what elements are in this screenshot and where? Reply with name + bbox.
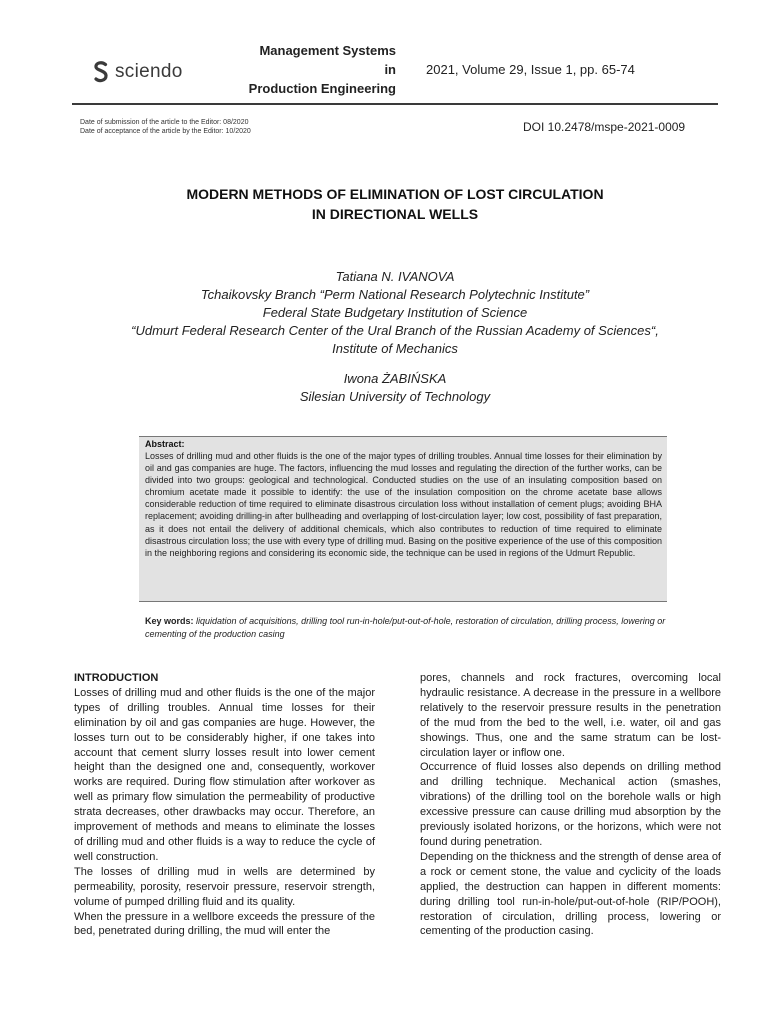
paragraph: pores, channels and rock fractures, overcoming local hydraulic resistance. A decrease in the pressure in a wellbore relatively to the reservoir pressure results in the penetration of the mud from the bed to the well, i.e. water, oil and gas showings. Thus, one and the same stratum can be lost-circulation layer or inflow one. bbox=[420, 672, 721, 759]
abstract-heading: Abstract: bbox=[145, 439, 185, 449]
author-affiliation: Institute of Mechanics bbox=[332, 341, 458, 356]
title-line: MODERN METHODS OF ELIMINATION OF LOST CIRCULATION bbox=[186, 186, 604, 202]
submission-date: Date of submission of the article to the Editor: 08/2020 bbox=[80, 119, 249, 126]
paragraph: Occurrence of fluid losses also depends on drilling method and drilling technique. Mechanical action (smashes, vibrations) of the drilling tool on the borehole walls or high excessive pressure can cause drilling mud absorption by the previously isolated horizons, or the horizons, which were not found during penetration. bbox=[420, 761, 721, 848]
author-affiliation: “Udmurt Federal Research Center of the Ural Branch of the Russian Academy of Sciences“, bbox=[131, 323, 659, 338]
author-affiliation: Silesian University of Technology bbox=[299, 389, 491, 404]
author-block-1 bbox=[72, 268, 718, 358]
keywords bbox=[145, 615, 672, 640]
keywords-label: Key words: bbox=[145, 616, 194, 626]
header-divider bbox=[72, 103, 718, 105]
author-name: Iwona ŻABIŃSKA bbox=[343, 371, 447, 386]
paragraph: When the pressure in a wellbore exceeds the pressure of the bed, penetrated during drilling, the mud will enter the bbox=[74, 910, 375, 938]
body-column-right bbox=[420, 671, 721, 939]
author-affiliation: Tchaikovsky Branch “Perm National Research Polytechnic Institute” bbox=[200, 287, 590, 302]
doi[interactable]: DOI 10.2478/mspe-2021-0009 bbox=[523, 120, 686, 134]
paragraph: The losses of drilling mud in wells are determined by permeability, porosity, reservoir pressure, reservoir strength, volume of pumped drilling fluid and its quality. bbox=[74, 865, 375, 908]
paragraph: Depending on the thickness and the strength of dense area of a rock or cement stone, the value and cyclicity of the loads applied, the destruction can happen in different moments: during drilling tool run-in-hole/put-out-of-hole (RIP/POOH), restoration of circulation, drilling process, lowering or cementing of the production casing. bbox=[420, 850, 721, 938]
article-dates bbox=[80, 118, 251, 136]
paragraph: Losses of drilling mud and other fluids is the one of the major types of drilling troubles. Annual time losses for their elimination by oil and gas companies are huge. However, the losses turn out to be considerably higher, if one takes into account that cement slurry losses result into lower cement height than the designed one and, consequently, workover works are required. During flow stimulation after workover as well as primary flow simulation the permeability of productive strata decreases, other drawbacks may occur. Therefore, an improvement of methods and means to eliminate the losses of drilling mud and other fluids is a way to reduce the cycle of well construction. bbox=[74, 686, 375, 863]
journal-line: Production Engineering bbox=[248, 81, 396, 96]
publisher-name: sciendo bbox=[115, 61, 183, 82]
section-heading: INTRODUCTION bbox=[74, 672, 159, 684]
publisher-logo bbox=[93, 61, 183, 83]
journal-name bbox=[230, 41, 396, 98]
keywords-text: liquidation of acquisitions, drilling tool run-in-hole/put-out-of-hole, restoration of circulation, drilling process, lowering or cementing of the production casing bbox=[145, 616, 666, 639]
journal-line: in bbox=[384, 62, 396, 77]
issue-info: 2021, Volume 29, Issue 1, pp. 65-74 bbox=[426, 62, 635, 77]
abstract-text: Losses of drilling mud and other fluids is the one of the major types of drilling troubles. Annual time losses for their elimination by oil and gas companies are huge. The factors, influencing the mud losses and regulating the direction of the further works, can be divided into two groups: geological and technological. Conducted studies on the use of an insulating composition based on chromium acetate made it possible to identify: the use of the insulation composition on the chrome acetate base allows considerable reduction of time required to eliminate disastrous circulation loss without installation of cement plugs; avoiding BHA replacement; avoiding drilling-in after bullheading and overlapping of lost-circulation layer; low cost, possibility of fast preparation, as it does not entail the delivery of additional chemicals, which also contributes to reduction of time required to eliminate disastrous circulation loss; the use with every type of drilling mud. Basing on the positive experience of the use of this composition in the neighboring regions and considering its economic side, the technique can be used in regions of the Udmurt Republic. bbox=[145, 451, 662, 558]
acceptance-date: Date of acceptance of the article by the Editor: 10/2020 bbox=[80, 128, 251, 135]
author-block-2 bbox=[72, 370, 718, 406]
author-name: Tatiana N. IVANOVA bbox=[335, 269, 455, 284]
title-line: IN DIRECTIONAL WELLS bbox=[311, 206, 479, 222]
journal-line: Management Systems bbox=[259, 43, 396, 58]
sciendo-logo-icon bbox=[93, 61, 109, 83]
article-title bbox=[72, 184, 718, 224]
author-affiliation: Federal State Budgetary Institution of Science bbox=[262, 305, 528, 320]
body-column-left bbox=[74, 671, 375, 939]
